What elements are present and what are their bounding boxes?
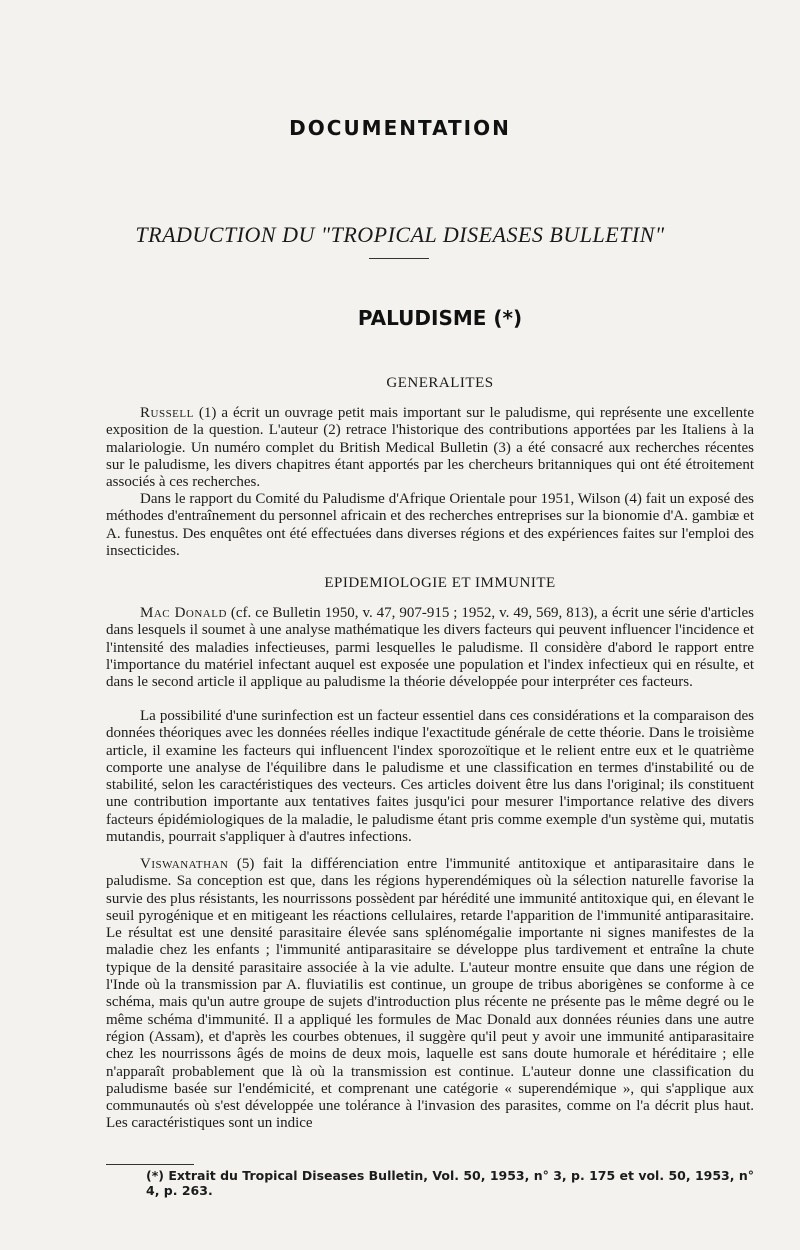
document-subtitle: TRADUCTION DU "TROPICAL DISEASES BULLETIN" bbox=[135, 222, 665, 247]
article-title: PALUDISME (*) bbox=[357, 306, 523, 330]
paragraph-text: (1) a écrit un ouvrage petit mais important sur le paludisme, qui représente une excellente exposition de la question. L'auteur (2) retrace l'historique des contributions apportées par les Italiens à la malariologie. Un numéro complet du British Medical Bulletin (3) a été consacré aux recherches récentes sur le paludisme, les divers chapitres étant apportés par les chercheurs britanniques qui ont été étroitement associés à ces recherches. bbox=[106, 405, 754, 491]
paragraph-viswanathan bbox=[106, 856, 754, 1133]
author-name: Viswanathan bbox=[140, 856, 229, 872]
paragraph-wilson bbox=[106, 491, 754, 560]
footnote: (*) Extrait du Tropical Diseases Bulletin, Vol. 50, 1953, n° 3, p. 175 et vol. 50, 1953, n° 4, p. 263. bbox=[146, 1168, 754, 1198]
paragraph-text: (cf. ce Bulletin 1950, v. 47, 907-915 ; 1952, v. 49, 569, 813), a écrit une série d'articles dans lesquels il soumet à une analyse mathématique les divers facteurs qui peuvent influencer l'incidence et l'intensité des maladies infectieuses, parmi lesquelles le paludisme. Il considère d'abord le rapport entre l'importance du matériel infectant auquel est exposée une population et l'index infectieux qui en résulte, et dans le second article il applique au paludisme la théorie développée pour interpréter ces facteurs. bbox=[106, 605, 755, 691]
paragraph-mac-donald bbox=[106, 605, 754, 691]
paragraph-text: (5) fait la différenciation entre l'immunité antitoxique et antiparasitaire dans le paludisme. Sa conception est que, dans les régions hyperendémiques où la sélection naturelle favorise la survie des plus résistants, les nourrissons possèdent par hérédité une immunité antitoxique qui, en élevant le seuil pyrogénique et en mitigeant les réactions cellulaires, retarde l'apparition de l'immunité antiparasitaire. Le résultat est une densité parasitaire élevée sans splénomégalie importante ni signes manifestes de la maladie chez les enfants ; l'immunité antiparasitaire se développe plus tardivement et entraîne la chute typique de la densité parasitaire associée à la vie adulte. L'auteur montre ensuite que dans une région de l'Inde où la transmission par A. fluviatilis est continue, un groupe de tribus aborigènes se conforme à ce schéma, mais qu'un autre groupe de sujets d'introduction plus récente ne présente pas le même degré ou le même schéma d'immunité. Il a appliqué les formules de Mac Donald aux données réunies dans une autre région (Assam), et d'après les courbes obtenues, il suggère qu'il peut y avoir une immunité antiparasitaire chez les nourrissons âgés de moins de deux mois, laquelle est sans doute humorale et héréditaire ; elle n'apparaît probablement que là où la transmission est continue. L'auteur donne une classification du paludisme basée sur l'endémicité, et comprenant une catégorie « superendémique », qui s'applique aux communautés où s'est développée une tolérance à l'invasion des parasites, comme on l'a décrit plus haut. Les caractéristiques sont un indice bbox=[106, 856, 754, 1132]
section-heading-generalites: GENERALITES bbox=[386, 375, 494, 391]
paragraph-russell bbox=[106, 405, 754, 491]
footnote-divider bbox=[106, 1164, 194, 1165]
paragraph-text: Dans le rapport du Comité du Paludisme d'Afrique Orientale pour 1951, Wilson (4) fait un exposé des méthodes d'entraînement du personnel africain et des recherches entreprises sur la bionomie d'A. gambiæ et A. funestus. Des enquêtes ont été effectuées dans diverses régions et des expériences faites sur l'emploi des insecticides. bbox=[106, 491, 754, 559]
author-name: Mac Donald bbox=[140, 605, 227, 621]
paragraph-text: La possibilité d'une surinfection est un facteur essentiel dans ces considérations et la comparaison des données théoriques avec les données réelles indique l'exactitude générale de cette théorie. Dans le troisième article, il examine les facteurs qui influencent l'index sporozoïtique et le relient entre eux et le quatrième comporte une analyse de l'équilibre dans le paludisme et une classification en termes d'instabilité ou de stabilité, selon les caractéristiques des vecteurs. Ces articles doivent être lus dans l'original; ils constituent une contribution importante aux tentatives faites jusqu'ici pour mesurer l'importance relative des divers facteurs épidémiologiques de la maladie, le paludisme étant pris comme exemple d'un système qui, mutatis mutandis, pourrait s'appliquer à d'autres infections. bbox=[106, 708, 754, 846]
section-heading-epidemiologie: EPIDEMIOLOGIE ET IMMUNITE bbox=[324, 575, 556, 591]
author-name: Russell bbox=[140, 405, 194, 421]
paragraph-surinfection bbox=[106, 708, 754, 846]
title-divider bbox=[369, 258, 429, 259]
section-header: DOCUMENTATION bbox=[289, 116, 511, 140]
